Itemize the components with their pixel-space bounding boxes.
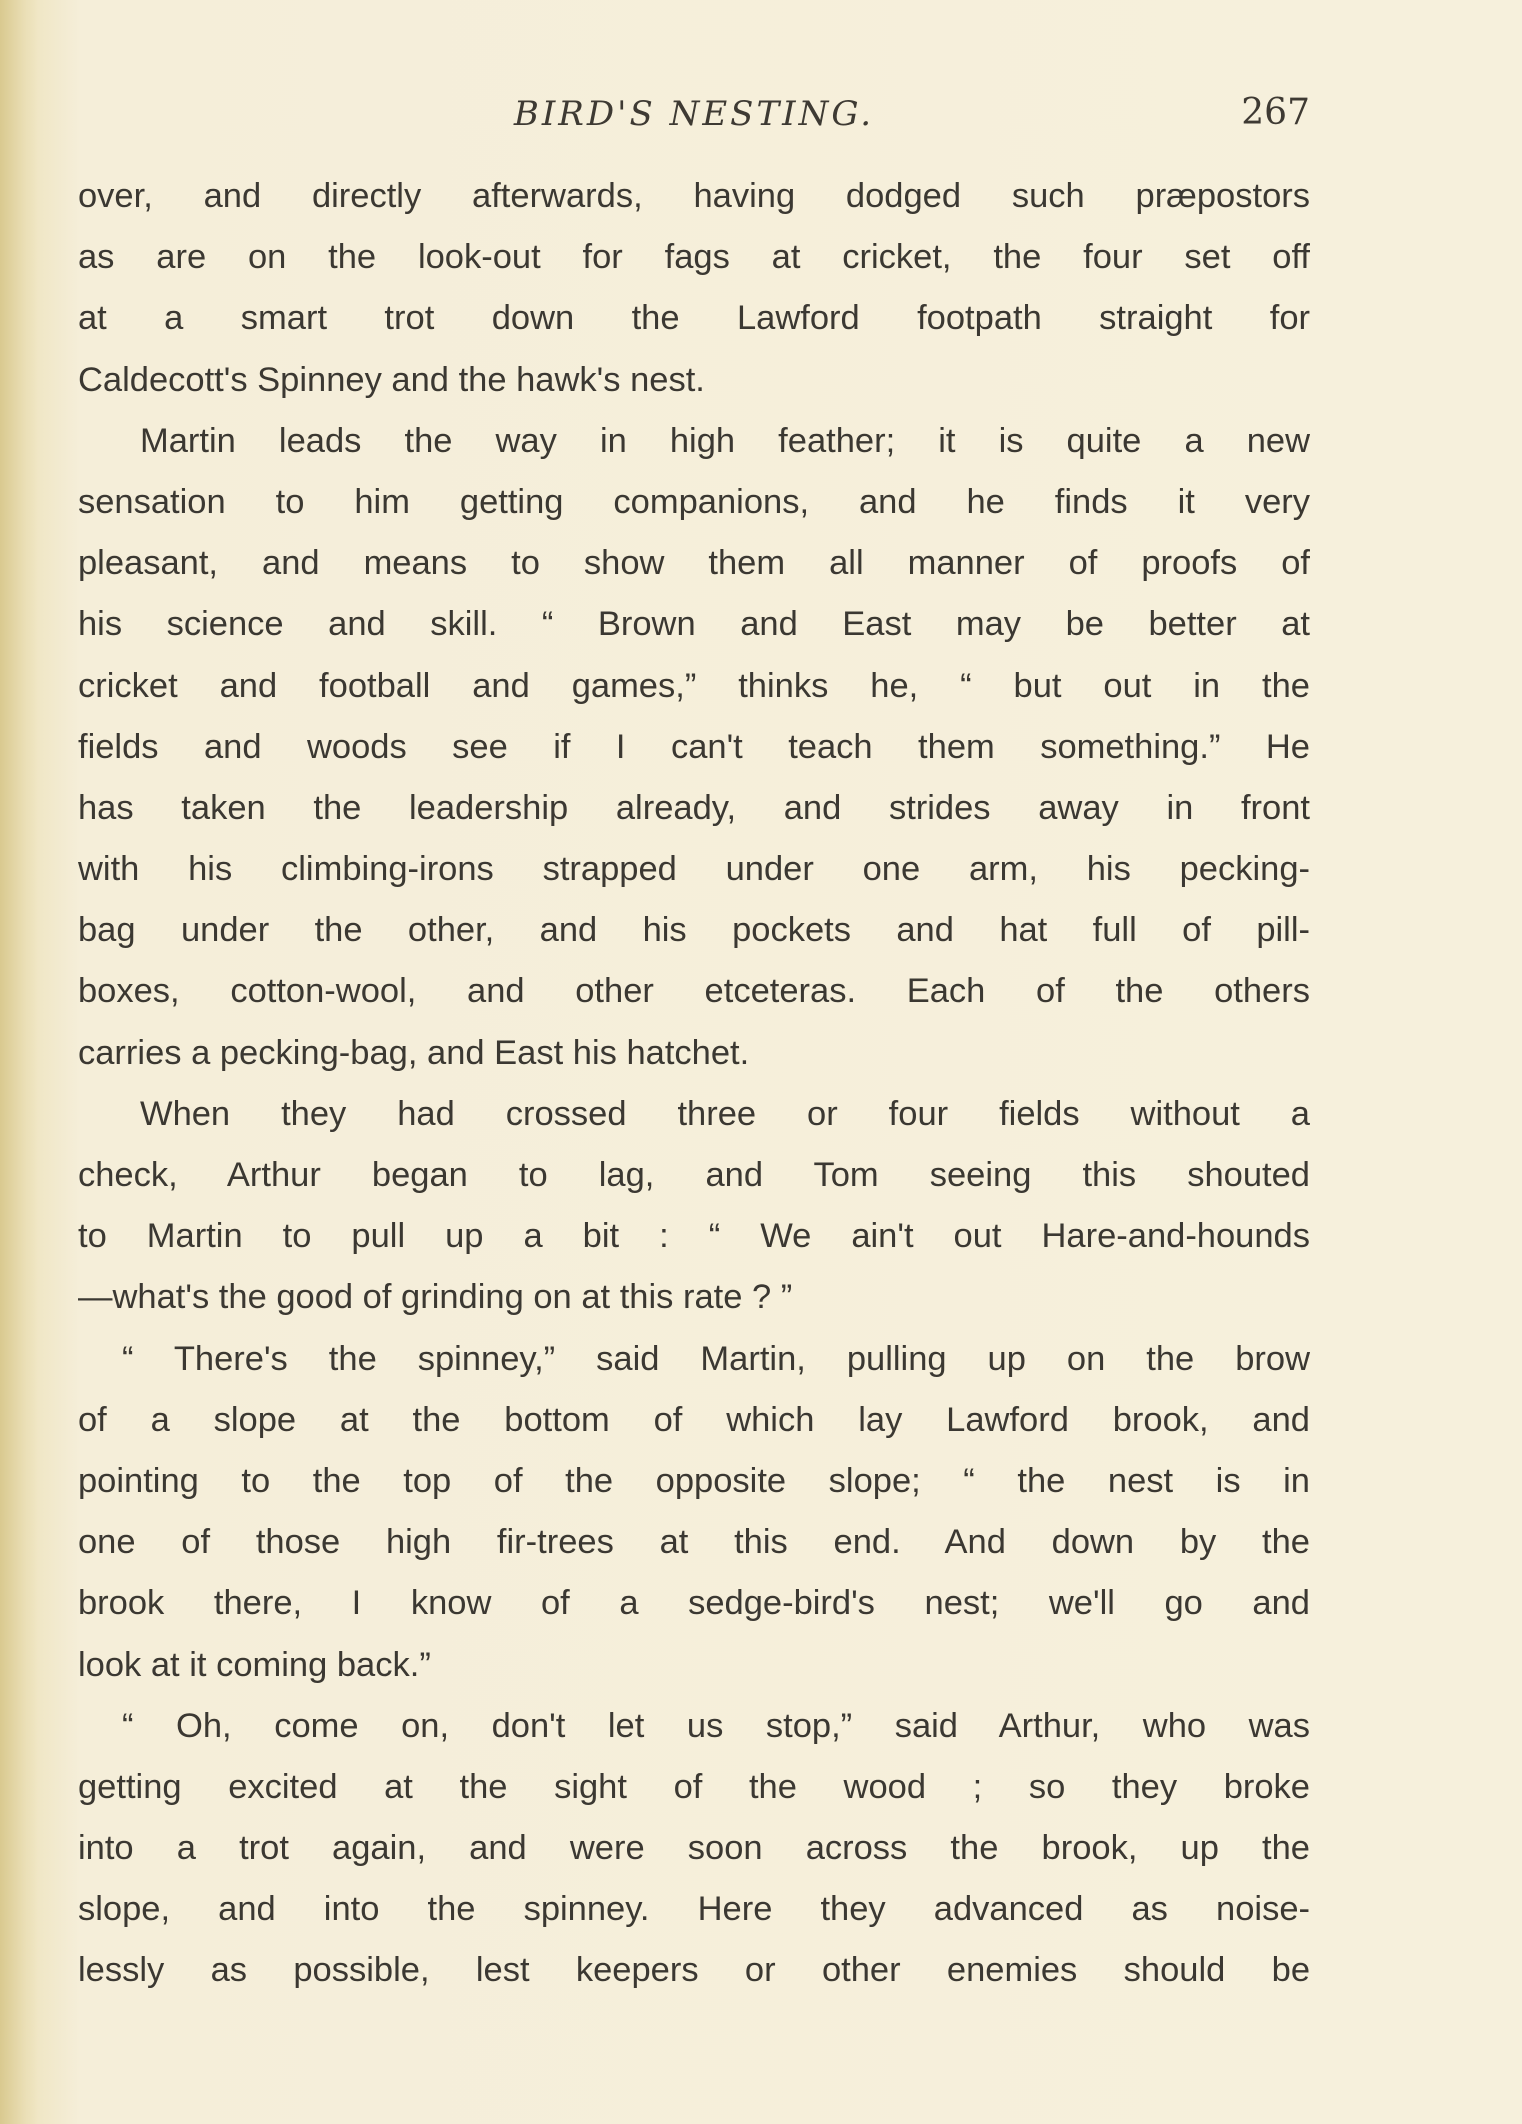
body-text [78, 166, 1310, 2002]
text-line: brook there, I know of a sedge-bird's nest; we'll go and [78, 1584, 1310, 1623]
page-number: 267 [1241, 92, 1310, 133]
text-line: getting excited at the sight of the wood ; so they broke [78, 1767, 1310, 1806]
text-line: When they had crossed three or four fields without a [140, 1094, 1310, 1133]
text-line: over, and directly afterwards, having dodged such præpostors [78, 177, 1310, 215]
text-line: at a smart trot down the Lawford footpath straight for [78, 299, 1310, 338]
text-line: —what's the good of grinding on at this rate ? ” [78, 1278, 793, 1317]
text-line: Caldecott's Spinney and the hawk's nest. [78, 360, 705, 399]
text-line: cricket and football and games,” thinks he, “ but out in the [78, 666, 1310, 705]
text-line: has taken the leadership already, and strides away in front [78, 788, 1310, 827]
text-line: one of those high fir-trees at this end. And down by the [78, 1523, 1310, 1562]
text-line: bag under the other, and his pockets and hat full of pill- [78, 911, 1310, 950]
text-line: “ Oh, come on, don't let us stop,” said Arthur, who was [122, 1706, 1310, 1745]
text-line: pointing to the top of the opposite slope; “ the nest is in [78, 1461, 1310, 1500]
text-line: sensation to him getting companions, and he finds it very [78, 482, 1310, 521]
text-line: of a slope at the bottom of which lay Lawford brook, and [78, 1400, 1310, 1439]
text-line: his science and skill. “ Brown and East may be better at [78, 605, 1310, 644]
text-line: with his climbing-irons strapped under one arm, his pecking- [78, 850, 1310, 889]
text-line: carries a pecking-bag, and East his hatchet. [78, 1033, 750, 1072]
text-line: boxes, cotton-wool, and other etceteras. Each of the others [78, 972, 1310, 1011]
text-line: slope, and into the spinney. Here they advanced as noise- [78, 1890, 1310, 1929]
text-line: to Martin to pull up a bit : “ We ain't out Hare-and-hounds [78, 1217, 1310, 1256]
running-title: BIRD'S NESTING. [513, 94, 875, 134]
text-line: fields and woods see if I can't teach them something.” He [78, 727, 1310, 766]
text-line: lessly as possible, lest keepers or other enemies should be [78, 1951, 1310, 1990]
text-line: check, Arthur began to lag, and Tom seeing this shouted [78, 1156, 1310, 1194]
text-line: as are on the look-out for fags at cricket, the four set off [78, 238, 1310, 277]
text-line: Martin leads the way in high feather; it is quite a new [140, 421, 1310, 460]
text-line: look at it coming back.” [78, 1645, 431, 1684]
text-line: pleasant, and means to show them all manner of proofs of [78, 544, 1310, 583]
page-header [78, 92, 1310, 142]
text-line: “ There's the spinney,” said Martin, pulling up on the brow [122, 1339, 1310, 1378]
page-gutter [0, 0, 38, 2124]
text-line: into a trot again, and were soon across the brook, up the [78, 1829, 1310, 1868]
